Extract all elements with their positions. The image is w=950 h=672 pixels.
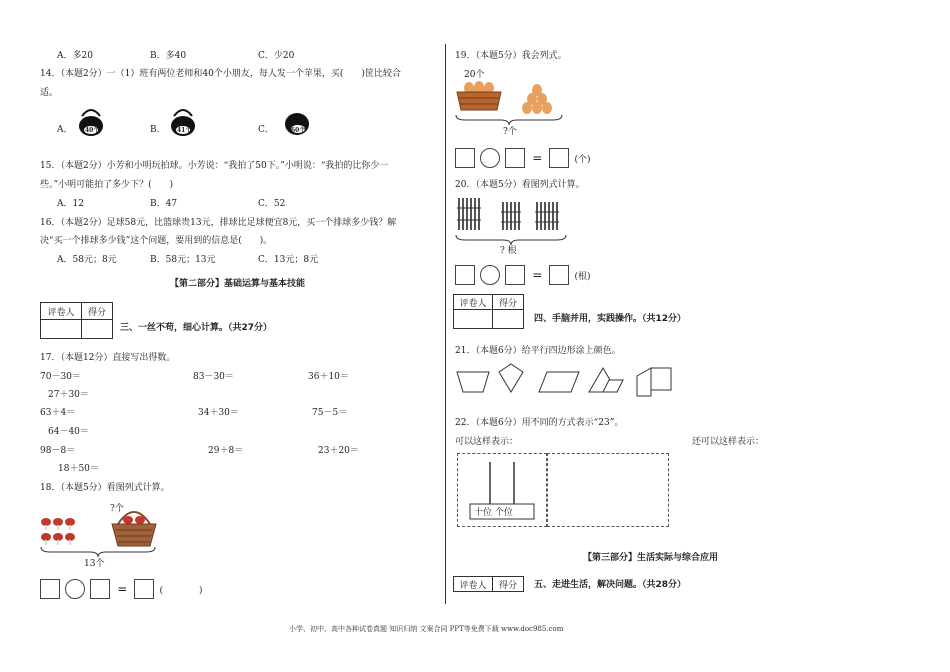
score-table-grader-cell[interactable] bbox=[41, 320, 82, 339]
q20-answer-row: = (根) bbox=[455, 264, 591, 285]
answer-box[interactable] bbox=[549, 265, 569, 285]
q13-option-a: A．多20 bbox=[57, 51, 93, 61]
q14-text: 14．（本题2分）一（1）班有两位老师和40个小朋友，每人发一个苹果，买( )筐比较合 bbox=[40, 69, 401, 79]
score-table-score: 得分 bbox=[82, 303, 113, 320]
q15-text: 15．（本题2分）小芳和小明玩拍球。小芳说：“我拍了50下。”小明说：“我拍的比你少一 bbox=[40, 161, 389, 171]
egg-basket-icon bbox=[455, 80, 560, 114]
q22-left-label: 可以这样表示： bbox=[455, 437, 519, 447]
q13-option-c: C．少20 bbox=[258, 51, 295, 61]
score-table-section5 bbox=[453, 576, 524, 592]
operator-circle[interactable] bbox=[480, 148, 500, 168]
answer-box[interactable] bbox=[549, 148, 569, 168]
q18-total-label: 13个 bbox=[84, 559, 105, 569]
q18-brace bbox=[40, 546, 156, 558]
quad-shape[interactable] bbox=[637, 368, 651, 396]
basket-41-label: 41个 bbox=[177, 127, 192, 134]
q16-text: 16．（本题2分）足球58元，比篮球贵13元，排球比足球便宜8元，买一个排球多少钱？解 bbox=[40, 218, 397, 228]
q15-option-a: A．12 bbox=[57, 199, 84, 209]
q18-answer-row: = ( ) bbox=[40, 578, 203, 599]
q18-unit: ( ) bbox=[159, 586, 203, 596]
q19-top-label: 20个 bbox=[464, 70, 485, 80]
q15-text-cont: 些。”小明可能拍了多少下？( ) bbox=[40, 180, 174, 190]
q17-item: 75－5＝ bbox=[312, 408, 348, 418]
score-table-grader-cell[interactable] bbox=[454, 310, 493, 329]
answer-box[interactable] bbox=[90, 579, 110, 599]
q17-title: 17．（本题12分）直接写出得数。 bbox=[40, 353, 176, 363]
basket-60-label: 60个 bbox=[291, 127, 306, 134]
q19-title: 19．（本题5分）我会列式。 bbox=[455, 51, 567, 61]
score-table-grader: 评卷人 bbox=[454, 577, 493, 592]
q14-option-a: A． bbox=[57, 125, 73, 135]
rectangle-shape[interactable] bbox=[651, 368, 671, 390]
q18-question-label: ?个 bbox=[110, 504, 124, 514]
section4-title: 四、手脑并用，实践操作。（共12分） bbox=[534, 314, 687, 324]
footer: 小学、初中、高中各种试卷真题 知识归纳 文案合同 PPT等免费下载 www.doc985.com bbox=[289, 625, 564, 633]
q17-item: 83－30＝ bbox=[193, 372, 234, 382]
q21-title: 21．（本题6分）给平行四边形涂上颜色。 bbox=[455, 346, 621, 356]
part2-title: 【第二部分】基础运算与基本技能 bbox=[170, 279, 306, 289]
mushroom-group-icon bbox=[40, 516, 84, 548]
trapezoid-shape[interactable] bbox=[457, 372, 489, 392]
score-table-grader: 评卷人 bbox=[41, 303, 82, 320]
q17-item: 63＋4＝ bbox=[40, 408, 76, 418]
q16-option-b: B．58元；13元 bbox=[150, 255, 216, 265]
q19-answer-row: = (个) bbox=[455, 147, 591, 168]
q17-item: 64－40＝ bbox=[48, 427, 89, 437]
q17-item: 29＋8＝ bbox=[208, 446, 244, 456]
answer-box[interactable] bbox=[40, 579, 60, 599]
q19-unit: (个) bbox=[574, 155, 591, 165]
q20-title: 20．（本题5分）看图列式计算。 bbox=[455, 180, 585, 190]
q22-right-label: 还可以这样表示： bbox=[692, 437, 765, 447]
q16-option-c: C．13元；8元 bbox=[258, 255, 319, 265]
kite-shape[interactable] bbox=[499, 364, 523, 392]
q17-item: 18＋50＝ bbox=[58, 464, 99, 474]
section5-title: 五、走进生活，解决问题。（共28分） bbox=[534, 580, 687, 590]
q17-item: 23＋20＝ bbox=[318, 446, 359, 456]
section3-title: 三、一丝不苟，细心计算。（共27分） bbox=[120, 323, 273, 333]
q14-option-b: B． bbox=[150, 125, 166, 135]
q15-option-b: B．47 bbox=[150, 199, 178, 209]
q19-brace bbox=[455, 114, 563, 126]
q14-option-c: C． bbox=[258, 125, 274, 135]
score-table-section3 bbox=[40, 302, 113, 339]
mushroom-basket-icon bbox=[104, 498, 162, 550]
parallelogram-shape[interactable] bbox=[539, 372, 579, 392]
part3-title: 【第三部分】生活实际与综合应用 bbox=[583, 553, 719, 563]
score-table-grader: 评卷人 bbox=[454, 295, 493, 310]
q13-option-b: B．多40 bbox=[150, 51, 187, 61]
score-table-score: 得分 bbox=[493, 295, 524, 310]
q20-unit: (根) bbox=[574, 272, 591, 282]
answer-box[interactable] bbox=[134, 579, 154, 599]
score-table-section4 bbox=[453, 294, 524, 329]
operator-circle[interactable] bbox=[65, 579, 85, 599]
q20-question-label: ? 根 bbox=[500, 246, 517, 256]
q17-item: 98－8＝ bbox=[40, 446, 76, 456]
score-table-score: 得分 bbox=[493, 577, 524, 592]
q17-item: 70－30＝ bbox=[40, 372, 81, 382]
answer-box[interactable] bbox=[505, 148, 525, 168]
answer-box[interactable] bbox=[455, 265, 475, 285]
column-divider bbox=[445, 44, 446, 604]
operator-circle[interactable] bbox=[480, 265, 500, 285]
basket-40-label: 40个 bbox=[85, 127, 100, 134]
score-table-score-cell[interactable] bbox=[493, 310, 524, 329]
q16-text-cont: 决“买一个排球多少钱”这个问题，要用到的信息是( )。 bbox=[40, 236, 273, 246]
q15-option-c: C．52 bbox=[258, 199, 286, 209]
q18-title: 18．（本题5分）看图列式计算。 bbox=[40, 483, 170, 493]
q17-item: 34＋30＝ bbox=[198, 408, 239, 418]
answer-box[interactable] bbox=[505, 265, 525, 285]
q17-item: 36＋10＝ bbox=[308, 372, 349, 382]
q17-item: 27＋30＝ bbox=[48, 390, 89, 400]
q19-question-label: ?个 bbox=[503, 127, 517, 137]
q16-option-a: A．58元；8元 bbox=[57, 255, 117, 265]
abacus-label: 十位 个位 bbox=[474, 508, 513, 518]
score-table-score-cell[interactable] bbox=[82, 320, 113, 339]
q22-title: 22．（本题6分）用不同的方式表示“23”。 bbox=[455, 418, 624, 428]
q22-answer-box[interactable] bbox=[547, 453, 669, 527]
q14-text-cont: 适。 bbox=[40, 88, 59, 98]
shapes-to-color bbox=[455, 362, 675, 398]
sticks-bundles-icon bbox=[455, 196, 567, 236]
answer-box[interactable] bbox=[455, 148, 475, 168]
